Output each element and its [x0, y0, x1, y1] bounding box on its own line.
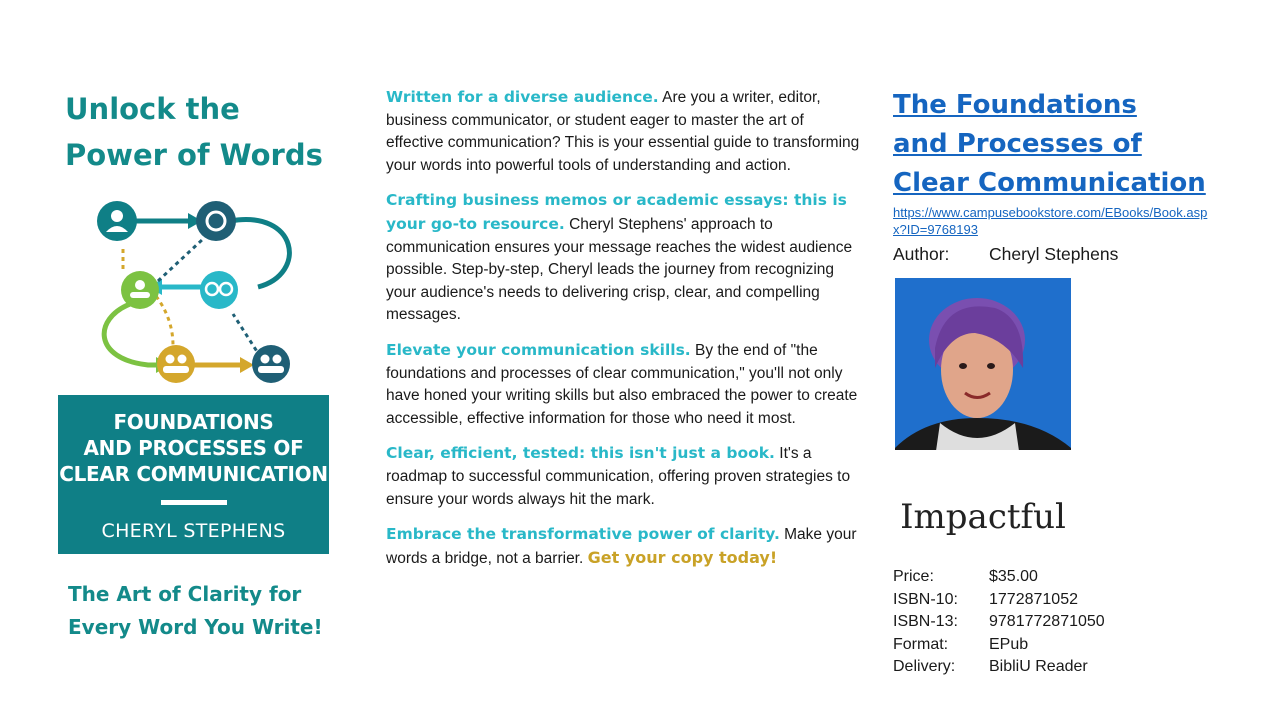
book-cover	[58, 179, 329, 554]
group-icon	[121, 271, 159, 309]
book-details	[893, 86, 1223, 265]
paragraph-body: Cheryl Stephens' approach to communication ensures your message reaches the widest audience possible. Step-by-step, Cheryl leads the journey from recognizing your audience's needs to delivering crisp, clear, and compelling messages.	[386, 215, 853, 324]
paragraph-lead: Clear, efficient, tested: this isn't just a book.	[386, 444, 775, 463]
spec-row	[893, 589, 1233, 612]
cover-title: FOUNDATIONS AND PROCESSES OF CLEAR COMMUNICATION	[59, 410, 328, 486]
spec-row	[893, 566, 1233, 589]
spec-value: $35.00	[989, 568, 1038, 585]
paragraph-body: By the end of "the foundations and processes of clear communication," you'll not only have honed your writing skills but also embraced the power to create accessible, effective information for those who need it most.	[386, 341, 858, 427]
description	[386, 86, 864, 582]
author-row	[893, 244, 1223, 265]
person-icon	[97, 201, 137, 241]
paragraph	[386, 86, 864, 177]
spec-value: 9781772871050	[989, 613, 1105, 630]
spec-label: Delivery:	[893, 658, 956, 675]
spec-label: Price:	[893, 568, 934, 585]
paragraph-lead: Elevate your communication skills.	[386, 340, 691, 359]
author-photo	[895, 278, 1071, 558]
paragraph-body: Are you a writer, editor, business communicator, or student eager to master the art of effective communication? This is your essential guide to transforming your words into powerful tools of understanding and action.	[386, 89, 860, 174]
audience-icon	[252, 345, 290, 383]
cover-arrowhead	[240, 357, 254, 373]
paragraph	[386, 442, 864, 511]
paragraph-lead: Crafting business memos or academic essays: this is your go-to resource.	[386, 191, 847, 233]
paragraph-body: Make your words a bridge, not a barrier.	[386, 526, 857, 567]
photo-sign-text: Impactful	[900, 497, 1066, 537]
paragraph	[386, 523, 864, 570]
spec-label: ISBN-10:	[893, 590, 958, 608]
tagline: The Art of Clarity for Every Word You Write!	[68, 582, 323, 639]
author-label: Author:	[893, 244, 950, 264]
spec-value: BibliU Reader	[989, 658, 1088, 675]
paragraph	[386, 339, 864, 430]
paragraph-lead: Embrace the transformative power of clarity.	[386, 525, 780, 544]
cover-arrow	[230, 220, 289, 287]
spec-value: EPub	[989, 635, 1029, 653]
cover-arrow	[156, 296, 173, 347]
heads-icon	[200, 271, 238, 309]
call-to-action: Get your copy today!	[587, 547, 778, 567]
book-url-link[interactable]: https://www.campusebookstore.com/EBooks/Book.aspx?ID=9768193	[893, 205, 1208, 237]
author-portrait	[895, 278, 1071, 558]
cover-arrow	[158, 239, 203, 281]
paragraph-body: It's a roadmap to successful communication, offering proven strategies to ensure your words always hit the mark.	[386, 445, 851, 508]
head-icon	[196, 201, 236, 241]
cover-arrow	[104, 304, 158, 365]
spec-label: ISBN-13:	[893, 613, 958, 630]
author-value: Cheryl Stephens	[989, 244, 1119, 264]
spec-row	[893, 634, 1233, 657]
paragraph	[386, 189, 864, 327]
book-title-link[interactable]: The Foundations and Processes of Clear Communication	[893, 90, 1206, 198]
spec-label: Format:	[893, 635, 949, 653]
cover-author: CHERYL STEPHENS	[101, 520, 286, 542]
cover-divider	[161, 500, 227, 505]
headline: Unlock the Power of Words	[65, 92, 323, 172]
cover-band	[58, 395, 329, 554]
paragraph-lead: Written for a diverse audience.	[386, 88, 659, 106]
spec-row	[893, 656, 1233, 679]
team-icon	[157, 345, 195, 383]
cover-illustration	[58, 179, 329, 395]
spec-row	[893, 611, 1233, 634]
specs-list	[893, 566, 1233, 679]
spec-value: 1772871052	[989, 590, 1078, 608]
